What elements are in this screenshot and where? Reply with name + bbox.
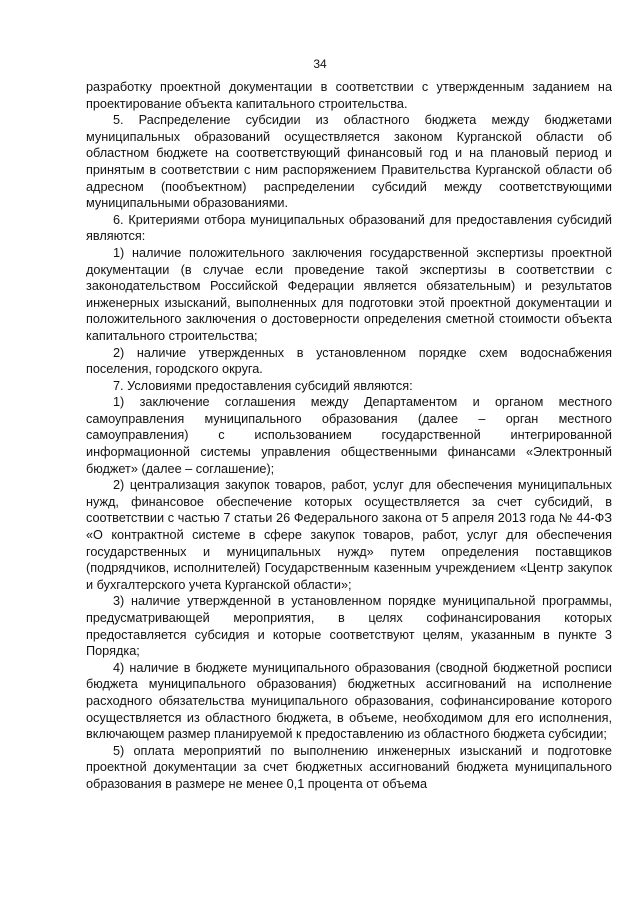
- paragraph: 4) наличие в бюджете муниципального образования (сводной бюджетной росписи бюджета муниципального образования) бюджетных ассигнований на исполнение расходного обязательства муниципального образования, софинансирование которого осуществляется из областного бюджета, в объеме, необходимом для его исполнения, включающем размер планируемой к предоставлению из областного бюджета субсидии;: [86, 660, 612, 742]
- page-number: 34: [313, 57, 327, 71]
- paragraph: 5) оплата мероприятий по выполнению инженерных изысканий и подготовке проектной документации за счет бюджетных ассигнований бюджета муниципального образования в размере не менее 0,1 процента от объема: [86, 743, 612, 791]
- paragraph: 1) наличие положительного заключения государственной экспертизы проектной документации (в случае если проведение такой экспертизы в соответствии с законодательством Российской Федерации является обязательным) и результатов инженерных изысканий, выполненных для подготовки этой проектной документации и положительного заключения о достоверности определения сметной стоимости объекта капитального строительства;: [86, 245, 612, 343]
- paragraph: 7. Условиями предоставления субсидий являются:: [113, 378, 413, 393]
- document-body: [86, 79, 612, 793]
- paragraph: 6. Критериями отбора муниципальных образований для предоставления субсидий являются:: [86, 212, 612, 244]
- paragraph: 2) наличие утвержденных в установленном порядке схем водоснабжения поселения, городского округа.: [86, 345, 612, 377]
- paragraph: 1) заключение соглашения между Департаментом и органом местного самоуправления муниципального образования (далее – орган местного самоуправления) с использованием государственной интегрированной информационной системы управления общественными финансами «Электронный бюджет» (далее – соглашение);: [86, 395, 612, 476]
- paragraph: разработку проектной документации в соответствии с утвержденным заданием на проектирование объекта капитального строительства.: [86, 80, 612, 111]
- paragraph: 5. Распределение субсидии из областного бюджета между бюджетами муниципальных образований осуществляется законом Курганской области об областном бюджете на соответствующий финансовый год и на плановый период и принятым в соответствии с ним распоряжением Правительства Курганской области об адресном (пообъектном) распределении субсидий между соответствующими муниципальными образованиями.: [86, 113, 612, 211]
- paragraph: 2) централизация закупок товаров, работ, услуг для обеспечения муниципальных нужд, финансовое обеспечение которых осуществляется за счет субсидий, в соответствии с частью 7 статьи 26 Федерального закона от 5 апреля 2013 года № 44-ФЗ «О контрактной системе в сфере закупок товаров, работ, услуг для обеспечения государственных и муниципальных нужд» путем определения поставщиков (подрядчиков, исполнителей) Государственным казенным учреждением «Центр закупок и бухгалтерского учета Курганской области»;: [86, 478, 612, 592]
- paragraph: 3) наличие утвержденной в установленном порядке муниципальной программы, предусматривающей мероприятия, в целях софинансирования которых предоставляется субсидия и которые соответствуют целям, указанным в пункте 3 Порядка;: [86, 594, 612, 659]
